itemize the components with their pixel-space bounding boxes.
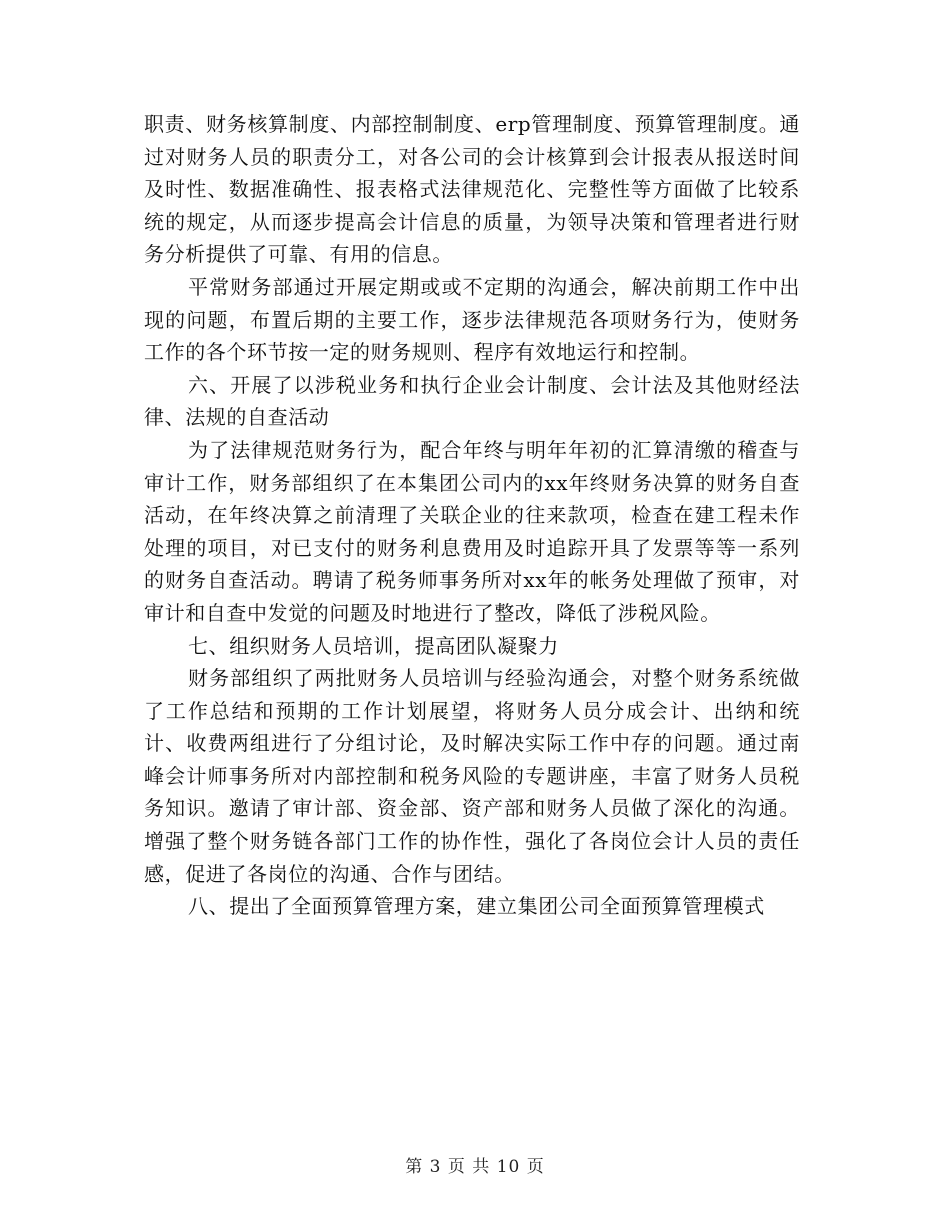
paragraph-3: 为了法律规范财务行为，配合年终与明年年初的汇算清缴的稽查与审计工作，财务部组织了在本集团公司内的xx年终财务决算的财务自查活动，在年终决算之前清理了关联企业的往来款项，检查在建工程未作处理的项目，对已支付的财务利息费用及时追踪开具了发票等等一系列的财务自查活动。聘请了税务师事务所对xx年的帐务处理做了预审，对审计和自查中发觉的问题及时地进行了整改，降低了涉税风险。 [144, 437, 800, 625]
paragraph-2: 平常财务部通过开展定期或或不定期的沟通会，解决前期工作中出现的问题，布置后期的主要工作，逐步法律规范各项财务行为，使财务工作的各个环节按一定的财务规则、程序有效地运行和控制。 [144, 274, 800, 365]
page-number-footer: 第 3 页 共 10 页 [405, 1157, 545, 1177]
section-heading-8: 八、提出了全面预算管理方案，建立集团公司全面预算管理模式 [188, 894, 765, 919]
section-heading-7: 七、组织财务人员培训，提高团队凝聚力 [188, 633, 559, 658]
section-heading-6: 六、开展了以涉税业务和执行企业会计制度、会计法及其他财经法律、法规的自查活动 [144, 372, 800, 430]
paragraph-4: 财务部组织了两批财务人员培训与经验沟通会，对整个财务系统做了工作总结和预期的工作计划展望，将财务人员分成会计、出纳和统计、收费两组进行了分组讨论，及时解决实际工作中存的问题。通过南峰会计师事务所对内部控制和税务风险的专题讲座，丰富了财务人员税务知识。邀请了审计部、资金部、资产部和财务人员做了深化的沟通。增强了整个财务链各部门工作的协作性，强化了各岗位会计人员的责任感，促进了各岗位的沟通、合作与团结。 [144, 666, 800, 886]
paragraph-1: 职责、财务核算制度、内部控制制度、erp管理制度、预算管理制度。通过对财务人员的职责分工，对各公司的会计核算到会计报表从报送时间及时性、数据准确性、报表格式法律规范化、完整性等方面做了比较系统的规定，从而逐步提高会计信息的质量，为领导决策和管理者进行财务分析提供了可靠、有用的信息。 [144, 112, 800, 267]
document-body [144, 108, 800, 923]
